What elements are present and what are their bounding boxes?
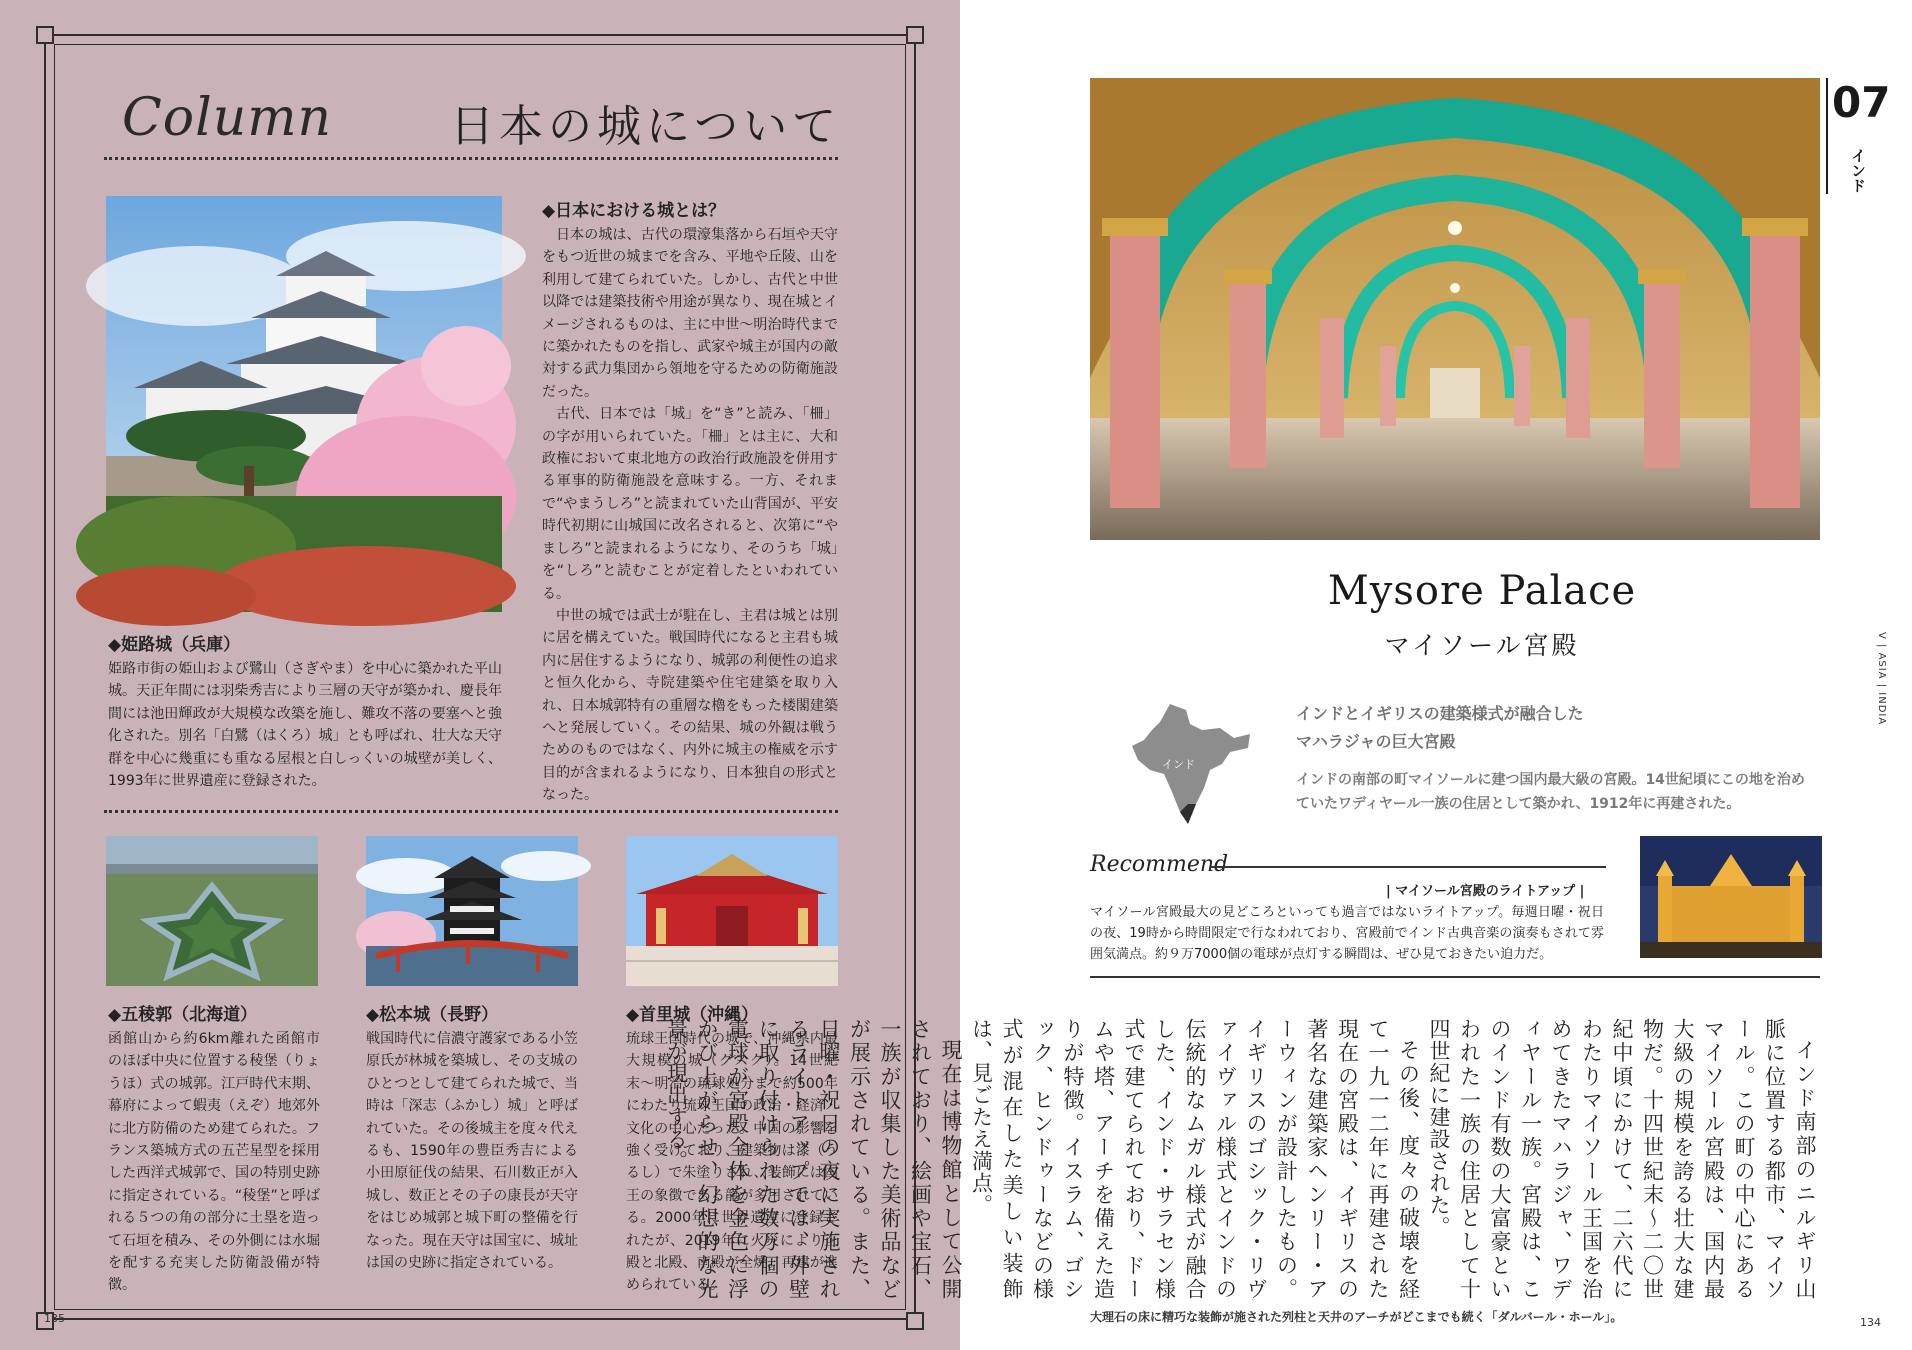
map-label: インド — [1162, 758, 1195, 771]
shuri-castle-photo — [626, 836, 838, 986]
column-label: Column — [122, 88, 333, 148]
dotted-divider — [104, 157, 838, 160]
matsumoto-text: 戦国時代に信濃守護家である小笠原氏が林城を築城し、その支城のひとつとして建てられた城で、当時は「深志（ふかし）城」と呼ばれていた。その後城主を度々代えるも、1590年の豊臣秀吉による小田原征伐の結果、石川数正が入城し、数正とその子の康長が天守をはじめ城郭と城下町の整備を行なった。現在天守は国宝に、城址は国の史跡に指定されている。 — [366, 1031, 578, 1272]
palace-title-jp: マイソール宮殿 — [1384, 631, 1580, 660]
durbar-hall-photo — [1090, 78, 1820, 540]
paragraph: 古代、日本では「城」を“き”と読み、「柵」の字が用いられていた。「柵」とは主に、大和政権において東北地方の政治行政施設を併用する軍事的防衛施設を意味する。一方、それまで“やまうしろ”と読まれていた山背国が、平安時代初期に山城国に改名されると、次第に“やましろ”と読まれるようになり、そのうち「城」を“しろ”と読むことが定着したといわれている。 — [542, 406, 838, 602]
frame-corner — [36, 26, 54, 44]
page-title: 日本の城について — [450, 101, 842, 152]
frame-corner — [906, 1312, 924, 1330]
region-label-vertical: V | ASIA | INDIA — [1876, 632, 1887, 726]
page-number: 135 — [44, 1312, 65, 1325]
paragraph: 中世の城では武士が駐在し、主君は城とは別に居を構えていた。戦国時代になると主君も城内に居住するようになり、城郭の利便性の追求と恒久化から、寺院建築や住宅建築を取り入れ、日本城郭特有の重層な櫓をもった楼閣建築へと発展していく。その結果、城の外観は戦うためのものではなく、内外に城主の権威を示す目的が含まれるようになり、日本独自の形式となった。 — [542, 607, 838, 804]
india-map-icon — [1130, 700, 1254, 830]
paragraph: 現在は博物館として公開されており、絵画や宝石、一族が収集した美術品などが展示されている。また、日曜・祝日の夜に実施されるライトアップでは、外壁に取り付けられた数万個の電球が宮殿全体を金色に浮かび上がらせ、幻想的な光景が現出する。 — [664, 1018, 963, 1300]
lead-body: インドの南部の町マイソールに建つ国内最大級の宮殿。14世紀頃にこの地を治めていたワディヤール一族の住居として築かれ、1912年に再建された。 — [1296, 772, 1805, 812]
goryokaku-heading: ◆五稜郭（北海道） — [108, 1005, 258, 1025]
photo-caption: 大理石の床に精巧な装飾が施された列柱と天井のアーチがどこまでも続く「ダルバール・ホール」。 — [1090, 1310, 1623, 1324]
recommend-rule — [1210, 866, 1606, 868]
matsumoto-castle-photo — [366, 836, 578, 986]
recommend-body: マイソール宮殿最大の見どころといっても過言ではないライトアップ。毎週日曜・祝日の夜、19時から時間限定で行なわれており、宮殿前でインド古典音楽の演奏もされて雰囲気満点。約９万7000個の電球が点灯する瞬間は、ぜひ見ておきたい迫力だ。 — [1090, 905, 1604, 962]
dotted-divider — [104, 810, 838, 813]
chapter-divider — [1826, 78, 1828, 194]
shuri-text: 琉球王国時代の城で、沖縄県内最大規模の城（グスク）。14世紀末〜明治の琉球処分まで約500年にわたり琉球王国の政治・経済・文化の中心だった。中国の影響を強く受けており、建築物は漆（うるし）で朱塗りされ、装飾には国王の象徴である龍が多用されている。2000年に世界遺産に登録されたが、2019年に火災により正殿と北殿、南殿が全焼。再建が進められている。 — [626, 1031, 838, 1294]
recommend-bottom-rule — [1090, 976, 1820, 978]
himeji-text: 姫路市街の姫山および鷺山（さぎやま）を中心に築かれた平山城。天正年間には羽柴秀吉により三層の天守が築かれ、慶長年間には池田輝政が大規模な改築を施し、難攻不落の要塞へと強化された。別名「白鷺（はくろ）城」とも呼ばれ、壮大な天守群を中心に幾重にも重なる屋根と白しっくいの城壁が美しく、1993年に世界遺産に登録された。 — [108, 661, 502, 790]
frame-corner — [906, 26, 924, 44]
palace-lightup-photo — [1640, 836, 1822, 958]
page-number: 134 — [1860, 1316, 1881, 1329]
what-is-castle-heading: ◆日本における城とは？ — [542, 201, 726, 221]
paragraph: 日本の城は、古代の環濠集落から石垣や天守をもつ近世の城までを含み、平地や丘陵、山を利用して建てられていた。しかし、古代と中世以降では建築技術や用途が異なり、現在城とイメージされるものは、主に中世〜明治時代までに築かれたものを指し、武家や城主が国内の敵対する武力集団から領地を守るための防衛施設だった。 — [542, 227, 838, 400]
what-is-castle-text — [542, 224, 838, 807]
palace-title-en: Mysore Palace — [1327, 568, 1637, 614]
chapter-number: 07 — [1832, 78, 1891, 127]
goryokaku-photo — [106, 836, 318, 986]
paragraph: インド南部のニルギリ山脈に位置する都市、マイソール。この町の中心にあるマイソール宮殿は、国内最大級の規模を誇る壮大な建物だ。十四世紀末〜二〇世紀中頃にかけて、二六代にわたりマイソール王国を治めてきたマハラジャ、ワディヤール一族。宮殿は、このインド有数の大富豪といわれた一族の住居として十四世紀に建設された。 — [1427, 1018, 1817, 1300]
lead-line: マハラジャの巨大宮殿 — [1296, 732, 1456, 751]
lead-text — [1296, 700, 1584, 756]
shuri-heading: ◆首里城（沖縄） — [626, 1005, 759, 1025]
lead-line: インドとイギリスの建築様式が融合した — [1296, 704, 1584, 723]
recommend-label: Recommend — [1090, 852, 1229, 877]
recommend-subtitle: | マイソール宮殿のライトアップ | — [1386, 884, 1585, 899]
paragraph: その後、度々の破壊を経て一九一二年に再建された現在の宮殿は、イギリスの著名な建築家ヘンリー・アーウィンが設計したもの。イギリスのゴシック・リヴァイヴァル様式とインドの伝統的なムガル様式が融合した、インド・サラセン様式で建てられており、ドームや塔、アーチを備えた造りが特徴。イスラム、ゴシック、ヒンドゥーなどの様式が混在した美しい装飾は、見ごたえ満点。 — [969, 1018, 1421, 1300]
himeji-heading: ◆姫路城（兵庫） — [108, 635, 241, 655]
country-label-vertical: インド — [1849, 148, 1867, 193]
goryokaku-text: 函館山から約6km離れた函館市のほぼ中央に位置する稜堡（りょうほ）式の城郭。江戸時代末期、幕府によって蝦夷（えぞ）地郊外に北方防備のため建てられた。フランス築城方式の五芒星型を採用した西洋式城郭で、国の特別史跡に指定されている。“稜堡”と呼ばれる５つの角の部分に土塁を造って石垣を積み、その外側には水堀を配する充実した防衛設備が特徴。 — [108, 1031, 320, 1294]
matsumoto-heading: ◆松本城（長野） — [366, 1005, 499, 1025]
himeji-castle-photo — [106, 196, 502, 612]
